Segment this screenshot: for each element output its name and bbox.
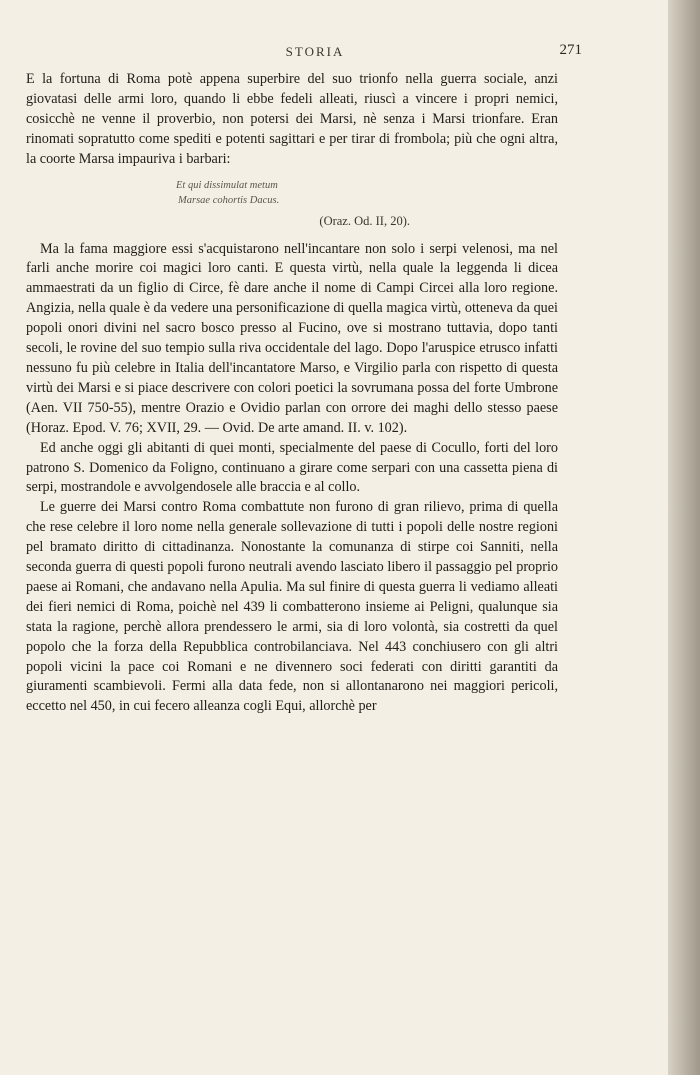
book-gutter (668, 0, 700, 1075)
page-header (60, 42, 582, 66)
paragraph-marsi-fortune: E la fortuna di Roma potè appena superbire del suo trionfo nella guerra sociale, anzi giovatasi delle armi loro, quando li ebbe fedeli alleati, riuscì a vincere i propri nemici, cosicchè ne venne il proverbio, non potersi dei Marsi, nè senza i Marsi trionfare. Eran rinomati sopratutto come spediti e potenti sagittari e per tirar di frombola; più che ogni altra, la coorte Marsa impauriva i barbari: (26, 71, 558, 167)
paragraph-serpari: Ed anche oggi gli abitanti di quei monti, specialmente del paese di Cocullo, forti del loro patrono S. Domenico da Foligno, continuano a girare come serpari con una cassetta piena di serpi, mostrandole e avvolgendosele alle braccia e al collo. (26, 439, 558, 496)
verse-citation: (Oraz. Od. II, 20). (319, 213, 410, 228)
body-text (26, 70, 558, 717)
page-number: 271 (559, 42, 582, 58)
verse-line-1: Et qui dissimulat metum (176, 179, 278, 191)
running-title: STORIA (285, 44, 345, 59)
paragraph-wars: Le guerre dei Marsi contro Roma combattute non furono di gran rilievo, prima di quella che rese celebre il loro nome nella generale sollevazione di tutti i popoli delle nostre regioni pel bramato diritto di cittadinanza. Nonostante la comunanza di stirpe coi Sanniti, nella seconda guerra di questi popoli furono neutrali avendo lasciato libero il passaggio pel proprio paese ai Romani, che andavano nella Apulia. Ma sul finire di questa guerra li vediamo alleati dei fieri nemici di Roma, poichè nel 439 li combatterono insieme ai Peligni, qualunque sia stata la ragione, perchè allora prendessero le armi, sia di loro volontà, sia costretti da quel popolo che la forza della Repubblica controbilanciava. Nel 443 conchiusero con gli altri popoli vicini la pace coi Romani e ne divennero soci federati con diritti garantiti da giuramenti scambievoli. Fermi alla data fede, non si allontanarono nei maggiori pericoli, eccetto nel 450, in cui fecero alleanza cogli Equi, allorchè per (26, 499, 558, 715)
verse-quote (176, 178, 558, 208)
verse-line-2: Marsae cohortis Dacus. (178, 194, 280, 206)
paragraph-snake-charmers: Ma la fama maggiore essi s'acquistarono nell'incantare non solo i serpi velenosi, ma nel farli anche morire coi magici loro canti. E questa virtù, nella quale la leggenda li dicea ammaestrati da un figlio di Circe, fè dare anche il nome di Campi Circei alla loro regione. Angizia, nella quale è da vedere una personificazione di quella magica virtù, otteneva da quei popoli onori divini nel sacro bosco presso al Fucino, ove si mostrano tuttavia, dopo tanti secoli, le rovine del suo tempio sulla riva occidentale del lago. Dopo l'aruspice etrusco infatti nessuno fu più celebre in Italia dell'incantatore Marso, e Virgilio parla con rispetto di questa virtù dei Marsi e si piace descrivere con colori poetici la sovrumana possa del forte Umbrone (Aen. VII 750-55), mentre Orazio e Ovidio parlan con orrore dei maghi dello stesso paese (Horaz. Epod. V. 76; XVII, 29. — Ovid. De arte amand. II. v. 102). (26, 240, 558, 436)
